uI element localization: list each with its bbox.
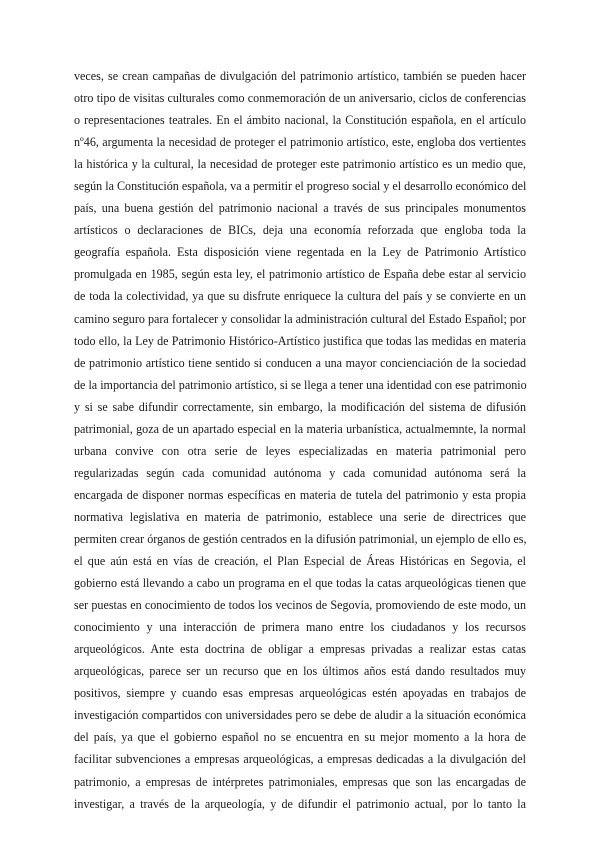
text-line: normativa legislativa en materia de patrimonio, establece una serie de directrices que xyxy=(74,509,526,524)
text-line: de la importancia del patrimonio artístico, si se llega a tener una identidad con ese patrimonio xyxy=(74,377,527,392)
text-line: de patrimonio artístico tiene sentido si conducen a una mayor concienciación de la sociedad xyxy=(74,355,526,370)
text-line: facilitar subvenciones a empresas arqueológicas, a empresas dedicadas a la divulgación del xyxy=(74,752,526,767)
text-line: nº46, argumenta la necesidad de proteger el patrimonio artístico, este, engloba dos vertientes xyxy=(74,135,526,150)
text-line: encargada de disponer normas específicas en materia de tutela del patrimonio y esta propia xyxy=(74,487,526,502)
text-line: patrimonial, goza de un apartado especial en la materia urbanística, actualmemnte, la normal xyxy=(74,421,526,436)
text-line: la histórica y la cultural, la necesidad de proteger este patrimonio artístico es un medio que, xyxy=(74,157,526,172)
text-line: camino seguro para fortalecer y consolidar la administración cultural del Estado Español; por xyxy=(74,311,526,326)
text-line: el que aún está en vías de creación, el Plan Especial de Áreas Históricas en Segovia, el xyxy=(74,554,526,569)
text-line: veces, se crean campañas de divulgación del patrimonio artístico, también se pueden hacer xyxy=(74,69,526,83)
text-line: arqueológicos. Ante esta doctrina de obligar a empresas privadas a realizar estas catas xyxy=(74,642,526,657)
text-line: artísticos o declaraciones de BICs, deja una economía reforzada que engloba toda la xyxy=(74,223,526,238)
text-line: investigar, a través de la arqueología, y de difundir el patrimonio actual, por lo tanto la xyxy=(74,796,526,811)
text-line: de toda la colectividad, ya que su disfrute enriquece la cultura del país y se convierte en un xyxy=(74,289,526,304)
text-line: urbana convive con otra serie de leyes especializadas en materia patrimonial pero xyxy=(74,443,526,458)
text-line: gobierno está llevando a cabo un programa en el que todas la catas arqueológicas tienen que xyxy=(74,576,526,591)
body-paragraph xyxy=(74,65,526,815)
text-line: del país, ya que el gobierno español no se encuentra en su mejor momento a la hora de xyxy=(74,730,526,745)
text-line: arqueológicas, parece ser un recurso que en los últimos años está dando resultados muy xyxy=(74,664,526,679)
text-line: geografía española. Esta disposición viene regentada en la Ley de Patrimonio Artístico xyxy=(74,245,526,260)
text-line: investigación compartidos con universidades pero se debe de aludir a la situación económica xyxy=(74,708,526,723)
text-line: y si se sabe difundir correctamente, sin embargo, la modificación del sistema de difusión xyxy=(74,399,526,414)
text-line: según la Constitución española, va a permitir el progreso social y el desarrollo económico del xyxy=(74,179,527,194)
text-line: positivos, siempre y cuando esas empresas arqueológicas estén apoyadas en trabajos de xyxy=(74,686,526,701)
text-line: regularizadas según cada comunidad autónoma y cada comunidad autónoma será la xyxy=(74,465,526,480)
text-line: país, una buena gestión del patrimonio nacional a través de sus principales monumentos xyxy=(74,201,526,216)
text-line: conocimiento y una interacción de primera mano entre los ciudadanos y los recursos xyxy=(74,620,526,635)
text-line: permiten crear órganos de gestión centrados en la difusión patrimonial, un ejemplo de ello es, xyxy=(74,531,527,546)
text-line: patrimonio, a empresas de intérpretes patrimoniales, empresas que son las encargadas de xyxy=(74,774,526,789)
text-line: otro tipo de visitas culturales como conmemoración de un aniversario, ciclos de conferencias xyxy=(74,91,526,106)
text-line: o representaciones teatrales. En el ámbito nacional, la Constitución española, en el artículo xyxy=(74,113,526,128)
text-line: ser puestas en conocimiento de todos los vecinos de Segovia, promoviendo de este modo, un xyxy=(74,598,526,613)
text-line: promulgada en 1985, según esta ley, el patrimonio artístico de España debe estar al servicio xyxy=(74,267,526,282)
text-line: todo ello, la Ley de Patrimonio Histórico-Artístico justifica que todas las medidas en materia xyxy=(74,333,526,348)
